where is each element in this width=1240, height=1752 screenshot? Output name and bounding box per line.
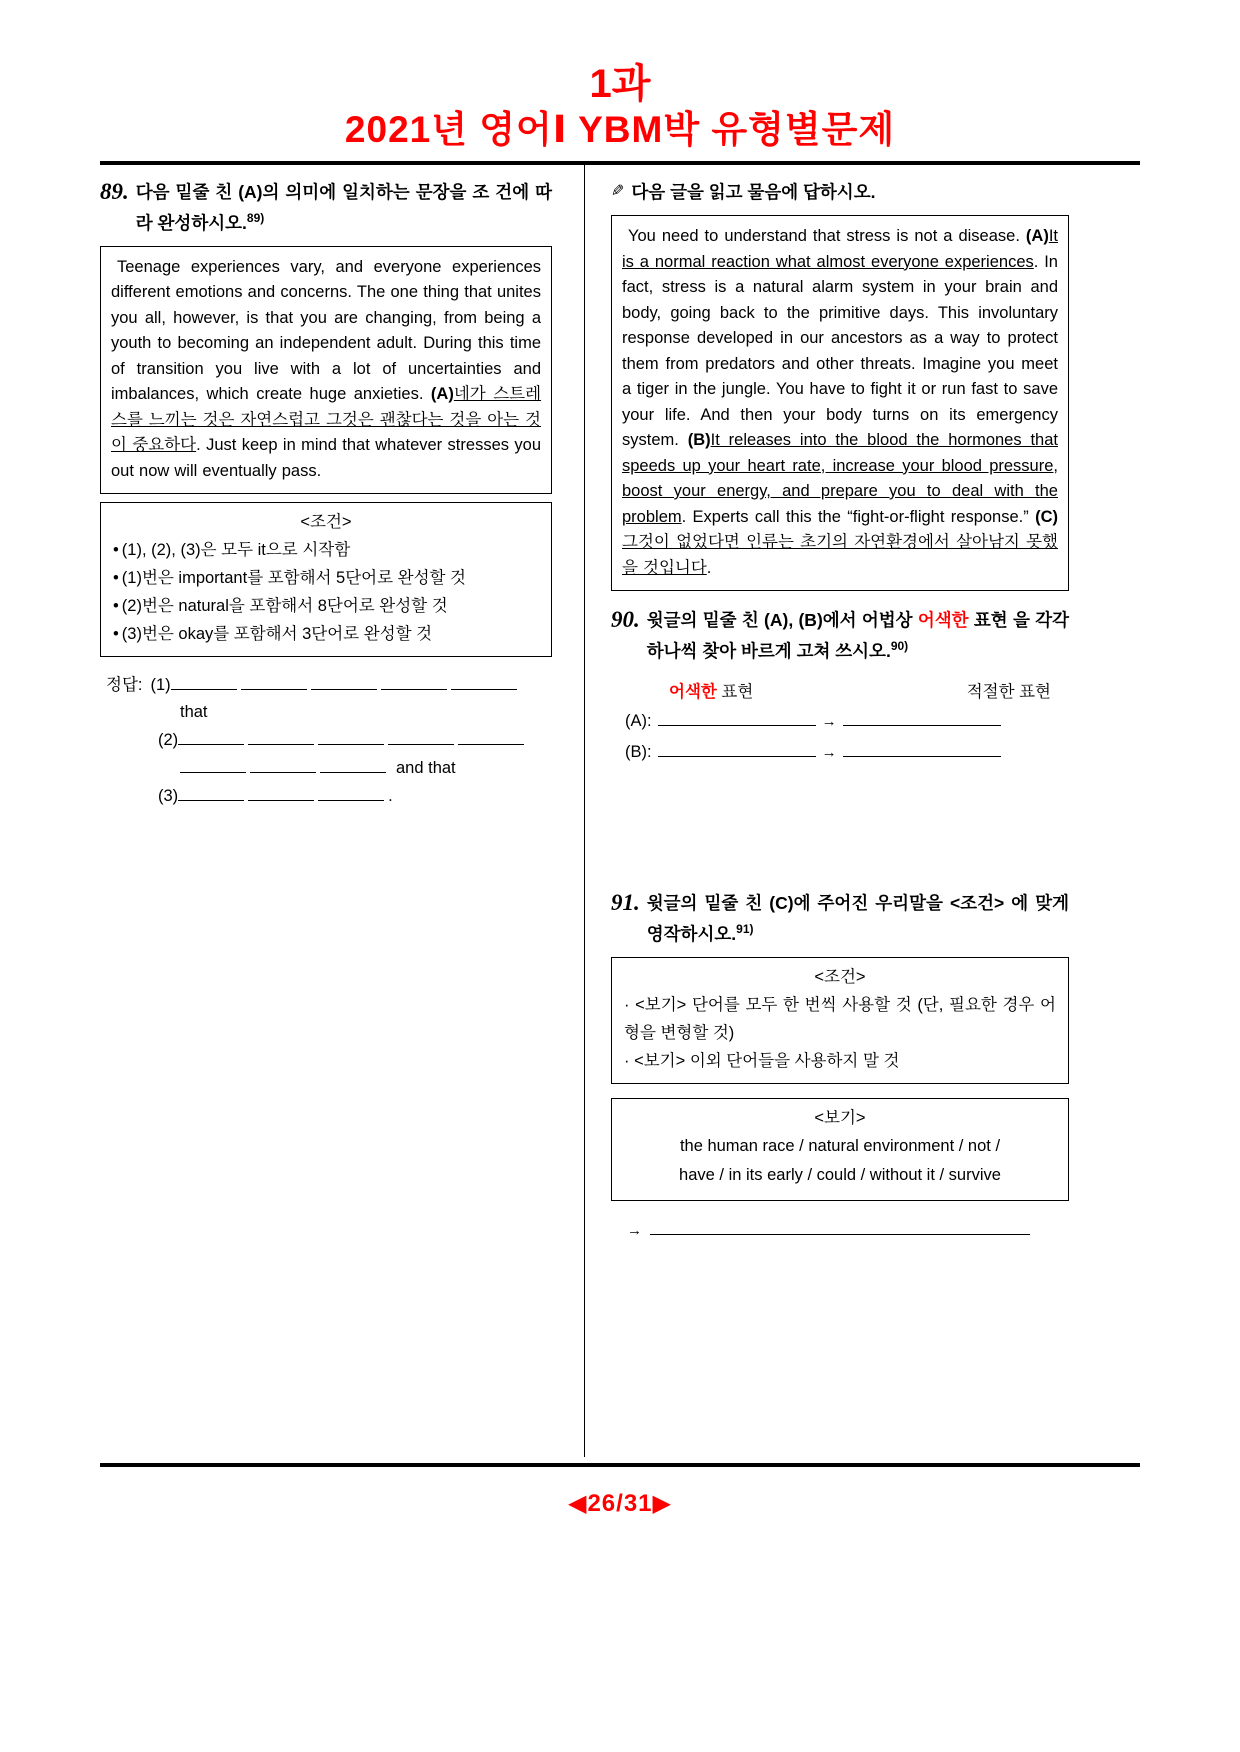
answer-blank[interactable] [178, 726, 244, 745]
passage-main-part3: . Experts call this the “fight-or-flight response.” [681, 507, 1036, 526]
answer-item-2-tail: and that [396, 759, 456, 778]
question-89-heading [100, 179, 552, 236]
question-90-row-a-blank-correct[interactable] [843, 708, 1001, 726]
answer-blank[interactable] [178, 782, 244, 801]
question-90-line1-a: 윗글의 밑줄 친 (A), (B)에서 어법상 [646, 610, 918, 630]
right-column [599, 165, 1069, 1457]
passage-main-underlined-c: 그것이 없었다면 인류는 초기의 자연환경에서 살아남지 못했을 것입니다 [622, 533, 1058, 577]
condition-item-text: (1)번은 important를 포함해서 5단어로 완성할 것 [121, 569, 466, 588]
answer-item-3-label: (3) [158, 787, 179, 806]
question-90-row-a [611, 706, 1069, 737]
answer-label: 정답: [106, 676, 143, 695]
condition-item: • (3)번은 okay를 포함해서 3단어로 완성할 것 [113, 625, 433, 644]
question-89-line1: 다음 밑줄 친 (A)의 의미에 일치하는 문장을 조 [135, 182, 490, 202]
lesson-title: 1과 [589, 62, 651, 106]
question-91-number: 91. [611, 889, 640, 915]
answer-item-1-fixed-word: that [180, 703, 208, 722]
passage-box-main [611, 215, 1069, 591]
condition-box-91-title: <조건> [814, 967, 866, 986]
condition-91-item: · <보기> 단어를 모두 한 번씩 사용할 것 (단, 필요한 경우 어형을 변형할 것) [624, 995, 1056, 1042]
question-90-line2: 을 각각 하나씩 찾아 바르게 고쳐 쓰시오. [646, 610, 1070, 661]
question-91-heading [611, 890, 1069, 947]
page-header [100, 0, 1140, 152]
answer-blank[interactable] [458, 726, 524, 745]
question-91-line1: 윗글의 밑줄 친 (C)에 주어진 우리말을 <조건> [646, 892, 1005, 913]
answer-item-1-label: (1) [150, 676, 171, 695]
question-89-line2: 건에 따라 완성하시오. [135, 182, 552, 233]
question-90-row-a-blank-wrong[interactable] [658, 708, 816, 726]
passage-main-label-a: (A) [1025, 227, 1049, 245]
passage-main-label-c: (C) [1035, 507, 1058, 526]
passage-89-text [111, 255, 541, 485]
answer-row-2 [106, 726, 552, 754]
passage-main-text [622, 224, 1058, 581]
condition-item: • (1), (2), (3)은 모두 it으로 시작함 [113, 541, 351, 560]
answer-item-2-label: (2) [158, 731, 179, 750]
answer-blank[interactable] [311, 671, 377, 690]
passage-main-underlined-a: It is a normal reaction what almost everyone experiences [622, 227, 1058, 271]
bogi-word-line: have / in its early / could / without it / survive [679, 1165, 1001, 1184]
condition-item-text: (3)번은 okay를 포함해서 3단어로 완성할 것 [121, 625, 433, 644]
bogi-box-91 [611, 1098, 1069, 1201]
question-91-answer-blank[interactable] [650, 1217, 1030, 1235]
question-90-column-headers [611, 674, 1069, 706]
bogi-word-line: the human race / natural environment / not / [679, 1136, 1001, 1155]
passage-main-part1: You need to understand that stress is not a disease. [628, 227, 1026, 245]
answer-item-3-tail: . [388, 787, 393, 806]
condition-box-91 [611, 957, 1069, 1084]
question-90-row-b [611, 737, 1069, 768]
answer-blank[interactable] [248, 726, 314, 745]
question-90-line1-b: 표현 [968, 610, 1008, 630]
question-91-answer-line [611, 1215, 1069, 1246]
answer-blank[interactable] [180, 754, 246, 773]
question-90-row-b-label: (B): [625, 742, 652, 761]
question-91-text [647, 890, 1069, 947]
question-90-text [647, 607, 1069, 664]
passage-89-label-a: (A) [430, 385, 454, 404]
reading-instruction [611, 179, 1069, 205]
passage-main-part2: . In fact, stress is a natural alarm system in your brain and body, going back to the primitive days. This involuntary response developed in our ancestors as a way to protect them from predators and other threats. Imagine you meet a tiger in the jungle. You have to fight it or run fast to save your life. And then your body turns on its emergency system. [622, 252, 1058, 449]
question-89-footnote: 89) [246, 211, 265, 225]
answer-row-3 [106, 782, 552, 810]
question-90-work-space [611, 768, 1069, 890]
bogi-box-title: <보기> [814, 1108, 866, 1127]
question-89-text [136, 179, 552, 236]
passage-89-part1: Teenage experiences vary, and everyone experiences different emotions and concerns. The one thing that unites you all, however, is that you are changing, from being a youth to becoming an independent adult. During this time of transition you live with a lot of uncertainties and imbalances, which create huge anxieties. [111, 257, 541, 404]
arrow-icon: → [821, 712, 837, 730]
pencil-icon: ✎ [611, 183, 625, 200]
question-89-number: 89. [100, 179, 129, 204]
answer-blank[interactable] [171, 671, 237, 690]
condition-box-89 [100, 502, 552, 657]
question-90-col-left-header [669, 678, 753, 706]
condition-91-item: · <보기> 이외 단어들을 사용하지 말 것 [624, 1051, 900, 1070]
answer-blank[interactable] [381, 671, 447, 690]
answer-blank[interactable] [248, 782, 314, 801]
passage-main-label-b: (B) [687, 431, 711, 449]
answer-blank[interactable] [451, 671, 517, 690]
question-90-number: 90. [611, 607, 640, 632]
condition-item-text: (2)번은 natural을 포함해서 8단어로 완성할 것 [121, 597, 448, 616]
answer-blank[interactable] [320, 754, 386, 773]
question-90-col-left-rest: 표현 [716, 682, 754, 701]
arrow-icon: → [821, 743, 837, 761]
passage-main-part4: . [706, 558, 712, 577]
column-divider [584, 165, 585, 1457]
two-column-body [100, 165, 1140, 1457]
question-90-footnote: 90) [890, 639, 909, 653]
question-91-line2: 에 맞게 영작하시오. [646, 892, 1070, 944]
reading-instruction-text: 다음 글을 읽고 물음에 답하시오. [631, 182, 876, 202]
answer-blank[interactable] [318, 782, 384, 801]
passage-main-underlined-b: It releases into the blood the hormones that speeds up your heart rate, increase your blood pressure, boost your energy, and prepare you to deal with the problem [622, 431, 1058, 526]
question-90-row-a-label: (A): [625, 711, 652, 730]
condition-item: • (2)번은 natural을 포함해서 8단어로 완성할 것 [113, 597, 448, 616]
passage-89-underlined-korean: 네가 스트레스를 느끼는 것은 자연스럽고 그것은 괜찮다는 것을 아는 것이 중요하다 [111, 385, 542, 455]
question-90-highlight: 어색한 [917, 610, 969, 630]
question-90-row-b-blank-wrong[interactable] [658, 739, 816, 757]
arrow-icon: → [627, 1221, 642, 1239]
question-91-footnote: 91) [736, 921, 754, 936]
answer-blank[interactable] [388, 726, 454, 745]
answer-blank[interactable] [241, 671, 307, 690]
answer-area-89 [100, 671, 552, 810]
worksheet-title: 2021년 영어Ⅰ YBM박 유형별문제 [344, 109, 896, 150]
condition-item: • (1)번은 important를 포함해서 5단어로 완성할 것 [113, 569, 466, 588]
page-indicator: ◀26/31▶ [568, 1490, 672, 1517]
question-90-col-right-header: 적절한 표현 [966, 682, 1051, 701]
answer-row-2-cont [106, 754, 552, 782]
question-90-row-b-blank-correct[interactable] [843, 739, 1001, 757]
answer-row-1 [106, 671, 552, 699]
condition-box-89-title: <조건> [300, 513, 352, 532]
condition-item-text: (1), (2), (3)은 모두 it으로 시작함 [121, 541, 351, 560]
question-90-col-left-highlight: 어색한 [669, 682, 717, 701]
answer-blank[interactable] [250, 754, 316, 773]
left-column [100, 165, 570, 1457]
passage-box-89 [100, 246, 552, 495]
answer-blank[interactable] [318, 726, 384, 745]
passage-89-part2: . Just keep in mind that whatever stresses you out now will eventually pass. [111, 436, 541, 480]
question-90-heading [611, 607, 1069, 664]
